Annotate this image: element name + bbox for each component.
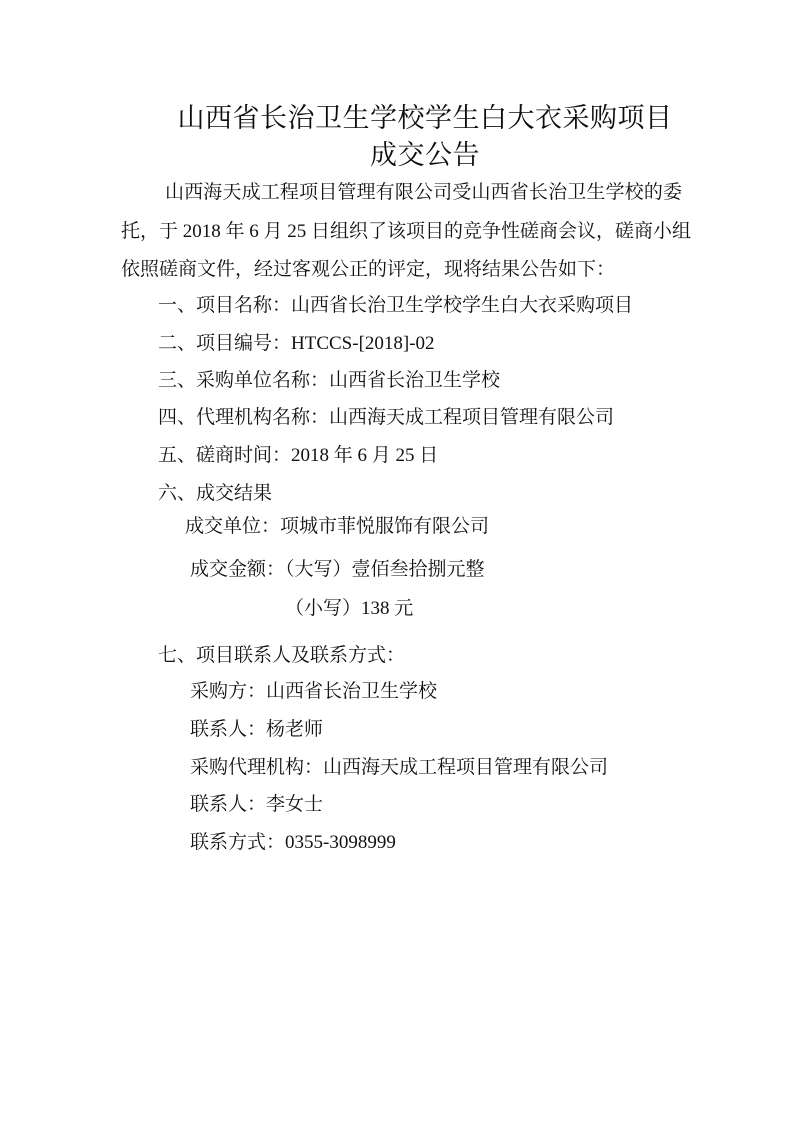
contact-agency-person: 联系人：李女士 <box>190 794 324 815</box>
contact-heading: 七、项目联系人及联系方式： <box>158 645 406 666</box>
result-heading: 六、成交结果 <box>158 483 273 504</box>
document-title: 山西省长治卫生学校学生白大衣采购项目 <box>177 103 673 133</box>
project-number-item: 二、项目编号：HTCCS-[2018]-02 <box>158 333 435 354</box>
result-amount-upper: 成交金额：（大写）壹佰叁拾捌元整 <box>190 559 485 580</box>
purchaser-name-item: 三、采购单位名称：山西省长治卫生学校 <box>158 370 501 391</box>
project-name-item: 一、项目名称：山西省长治卫生学校学生白大衣采购项目 <box>158 295 634 316</box>
negotiation-time-item: 五、磋商时间：2018 年 6 月 25 日 <box>158 445 439 466</box>
contact-agency: 采购代理机构：山西海天成工程项目管理有限公司 <box>190 757 609 778</box>
result-winner: 成交单位：项城市菲悦服饰有限公司 <box>185 516 490 537</box>
contact-purchaser: 采购方：山西省长治卫生学校 <box>190 681 438 702</box>
intro-paragraph-line-3: 依照磋商文件，经过客观公正的评定，现将结果公告如下： <box>121 259 616 280</box>
contact-phone: 联系方式：0355-3098999 <box>190 832 396 853</box>
intro-paragraph-line-2: 托，于 2018 年 6 月 25 日组织了该项目的竞争性磋商会议，磋商小组 <box>121 221 692 242</box>
agency-name-item: 四、代理机构名称：山西海天成工程项目管理有限公司 <box>158 407 615 428</box>
document-subtitle: 成交公告 <box>370 140 480 170</box>
result-amount-lower: （小写）138 元 <box>285 598 414 619</box>
contact-purchaser-person: 联系人：杨老师 <box>190 719 324 740</box>
intro-paragraph-line-1: 山西海天成工程项目管理有限公司受山西省长治卫生学校的委 <box>165 182 682 203</box>
